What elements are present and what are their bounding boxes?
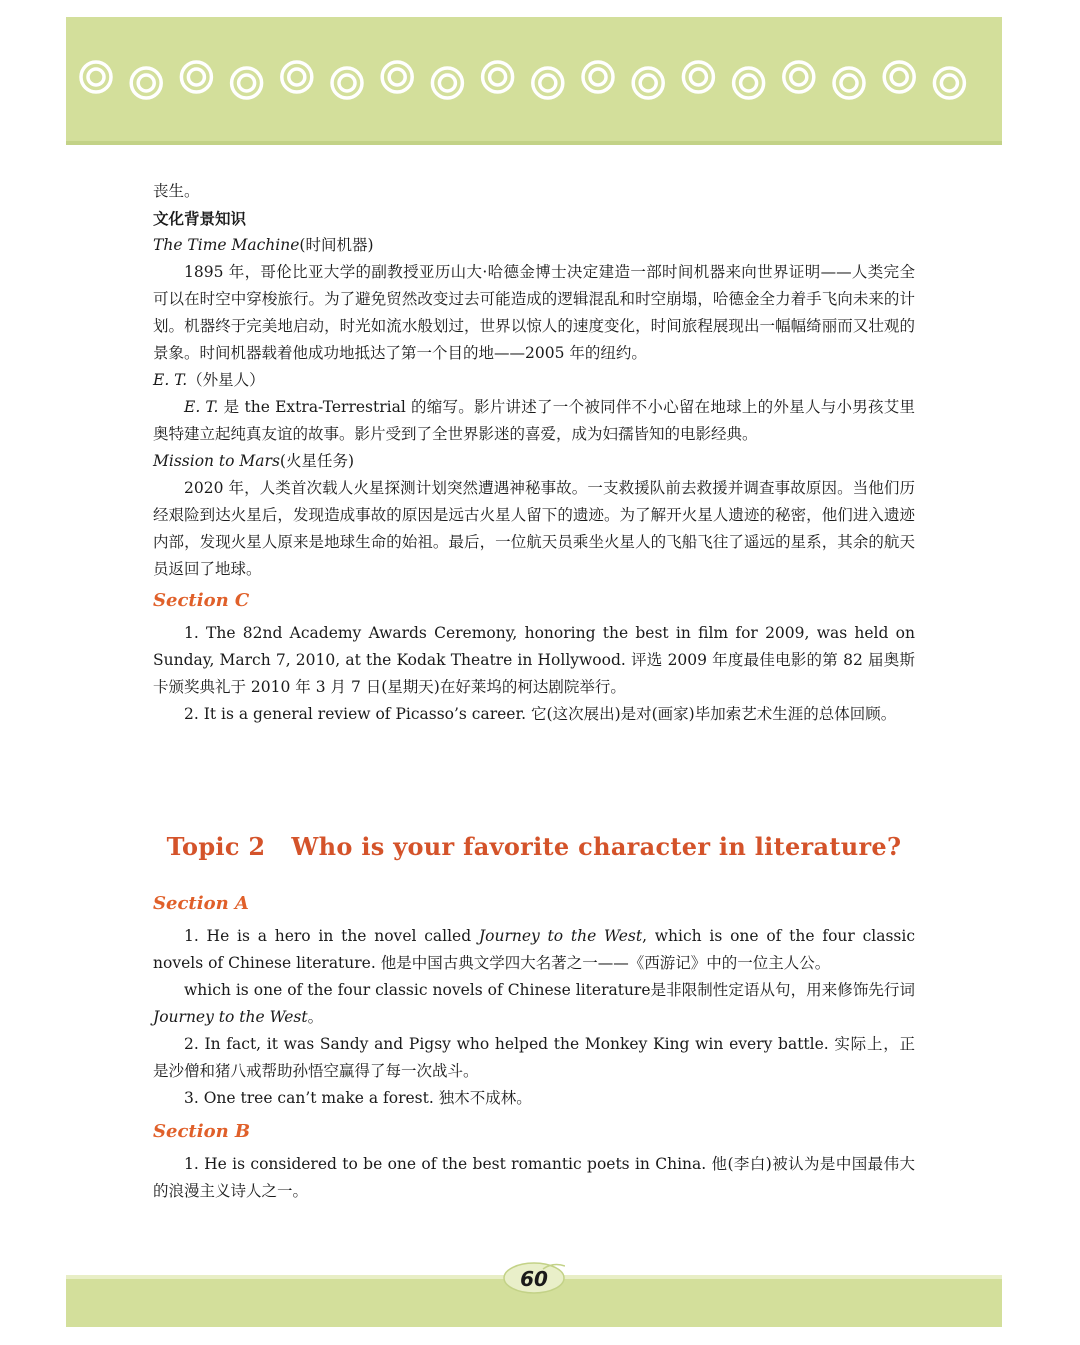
film-description-time-machine: 1895 年，哥伦比亚大学的副教授亚历山大·哈德金博士决定建造一部时间机器来向世界证明——人类完全可以在时空中穿梭旅行。为了避免贸然改变过去可能造成的逻辑混乱和时空崩塌，哈德金全力着手飞向未来的计划。机器终于完美地启动，时光如流水般划过，世界以惊人的速度变化，时间旅程展现出一幅幅绮丽而又壮观的景象。时间机器载着他成功地抵达了第一个目的地——2005 年的纽约。 — [153, 263, 915, 362]
ring-decoration — [791, 69, 807, 85]
ring-decoration — [181, 62, 211, 92]
section-c-heading: Section C — [153, 590, 250, 611]
section-a-item-1: 1. He is a hero in the novel called Journey to the West, which is one of the four classic novels of Chinese literature. 他是中国古典文学四大名著之一——《西游记》中的一位主人公。 — [153, 927, 915, 972]
ring-decoration — [88, 69, 104, 85]
ring-decoration — [332, 68, 362, 98]
ring-decoration — [934, 68, 964, 98]
ring-decoration — [784, 62, 814, 92]
topic-title: Who is your favorite character in literature? — [291, 832, 902, 861]
ring-decoration — [590, 69, 606, 85]
topic-label: Topic 2 — [166, 832, 266, 861]
film-title-time-machine: The Time Machine(时间机器) — [153, 236, 374, 254]
ring-decoration — [540, 75, 556, 91]
ring-decoration — [841, 75, 857, 91]
ring-decoration — [633, 68, 663, 98]
film-title-et: E. T.（外星人） — [153, 371, 265, 389]
ring-decoration — [941, 75, 957, 91]
section-a-item-2: 2. In fact, it was Sandy and Pigsy who helped the Monkey King win every battle. 实际上，正是沙僧和猪八戒帮助孙悟空赢得了每一次战斗。 — [153, 1035, 915, 1080]
ring-decoration — [432, 68, 462, 98]
section-b-item-1: 1. He is considered to be one of the best romantic poets in China. 他(李白)被认为是中国最伟大的浪漫主义诗人之一。 — [153, 1155, 915, 1200]
ring-decoration — [188, 69, 204, 85]
ring-decoration — [232, 68, 262, 98]
ring-decoration — [891, 69, 907, 85]
section-a-note: which is one of the four classic novels of Chinese literature是非限制性定语从句，用来修饰先行词Journey to the West。 — [153, 981, 915, 1026]
topic-heading — [66, 832, 1002, 861]
ring-pattern — [66, 17, 1002, 145]
ring-decoration — [834, 68, 864, 98]
section-c-item-1: 1. The 82nd Academy Awards Ceremony, honoring the best in film for 2009, was held on Sunday, March 7, 2010, at the Kodak Theatre in Hollywood. 评选 2009 年度最佳电影的第 82 届奥斯卡颁奖典礼于 2010 年 3 月 7 日(星期天)在好莱坞的柯达剧院举行。 — [153, 624, 915, 696]
ring-decoration — [289, 69, 305, 85]
ring-decoration — [490, 69, 506, 85]
film-description-mission-to-mars: 2020 年，人类首次载人火星探测计划突然遭遇神秘事故。一支救援队前去救援并调查事故原因。当他们历经艰险到达火星后，发现造成事故的原因是远古火星人留下的遗迹。为了解开火星人遗迹的秘密，他们进入遗迹内部，发现火星人原来是地球生命的始祖。最后，一位航天员乘坐火星人的飞船飞往了遥远的星系，其余的航天员返回了地球。 — [153, 479, 915, 578]
section-c-item-2: 2. It is a general review of Picasso’s career. 它(这次展出)是对(画家)毕加索艺术生涯的总体回顾。 — [184, 705, 897, 723]
ring-decoration — [483, 62, 513, 92]
ring-decoration — [81, 62, 111, 92]
ring-decoration — [884, 62, 914, 92]
section-a-item-3: 3. One tree can’t make a forest. 独木不成林。 — [184, 1089, 532, 1107]
ring-decoration — [138, 75, 154, 91]
ring-decoration — [583, 62, 613, 92]
culture-heading: 文化背景知识 — [153, 209, 247, 228]
ring-decoration — [734, 68, 764, 98]
film-title-mission-to-mars: Mission to Mars(火星任务) — [153, 452, 355, 470]
ring-decoration — [640, 75, 656, 91]
ring-decoration — [131, 68, 161, 98]
ring-decoration — [533, 68, 563, 98]
header-decoration-band — [66, 17, 1002, 145]
topic-content — [153, 890, 915, 1205]
ring-decoration — [282, 62, 312, 92]
page-number: 60 — [520, 1267, 548, 1291]
page-content — [153, 178, 915, 728]
section-a-heading: Section A — [153, 893, 249, 914]
ring-decoration — [690, 69, 706, 85]
ring-decoration — [389, 69, 405, 85]
section-b-heading: Section B — [153, 1121, 251, 1142]
film-description-et: E. T. 是 the Extra-Terrestrial 的缩写。影片讲述了一个被同伴不小心留在地球上的外星人与小男孩艾里奥特建立起纯真友谊的故事。影片受到了全世界影迷的喜爱，成为妇孺皆知的电影经典。 — [153, 398, 916, 443]
ring-decoration — [339, 75, 355, 91]
ring-decoration — [439, 75, 455, 91]
ring-decoration — [382, 62, 412, 92]
ring-decoration — [683, 62, 713, 92]
text-line: 丧生。 — [153, 182, 200, 200]
ring-decoration — [741, 75, 757, 91]
ring-decoration — [239, 75, 255, 91]
